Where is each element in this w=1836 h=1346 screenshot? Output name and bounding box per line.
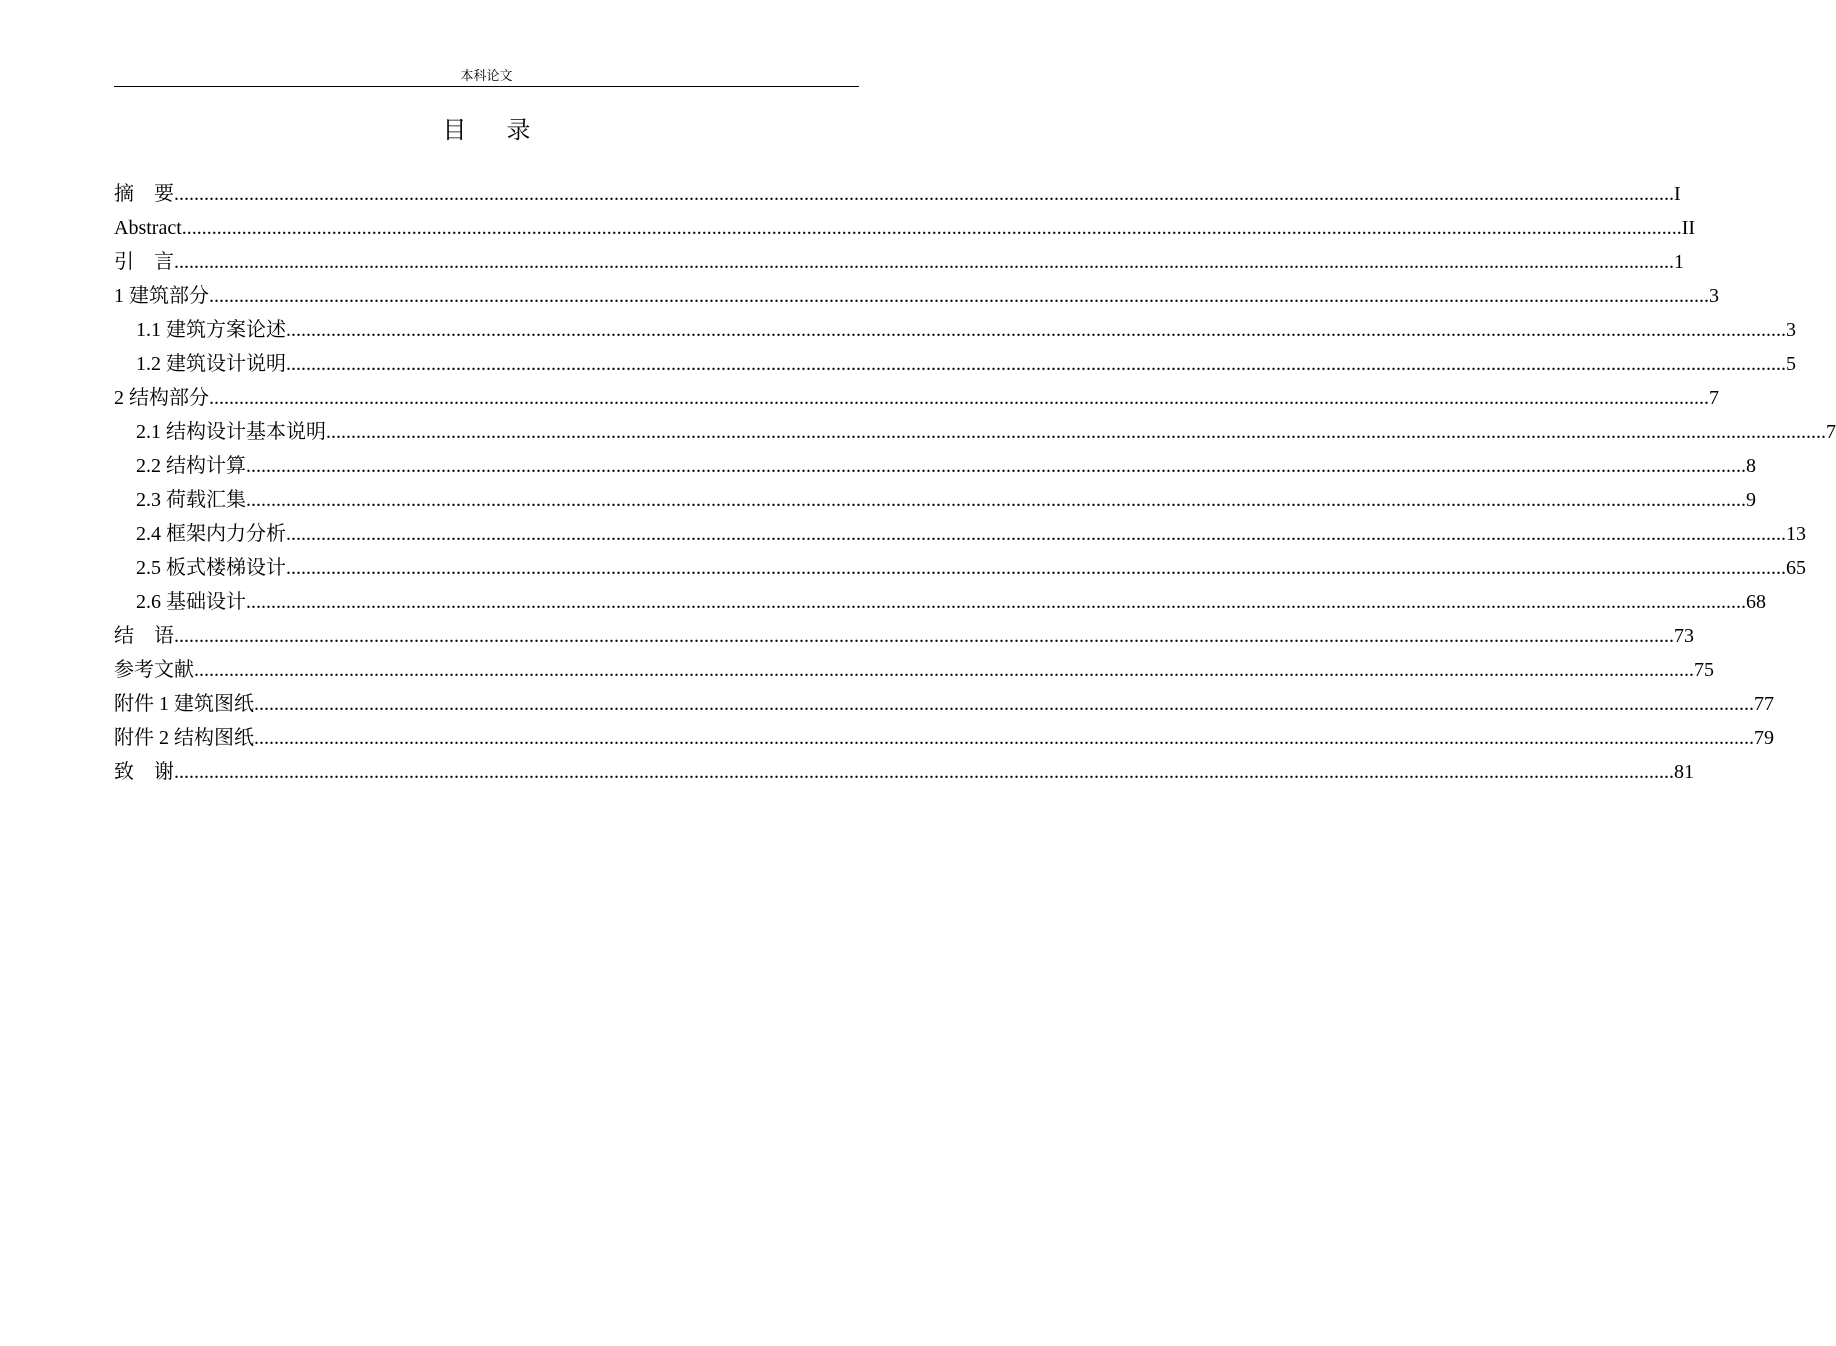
toc-entry-label: 1.1 建筑方案论述 — [136, 319, 286, 341]
toc-entry-page: 5 — [1786, 353, 1796, 375]
toc-entry-page: 65 — [1786, 557, 1806, 579]
toc-entry-page: II — [1681, 217, 1696, 239]
toc-entry-label: 2.4 框架内力分析 — [136, 523, 286, 545]
leader-dots: ............................................................................................................................................................................................................................................................................................................ — [194, 659, 1694, 681]
toc-entry-page: I — [1674, 183, 1681, 205]
toc-entry-1-1[interactable] — [136, 313, 1796, 347]
toc-entry-label: 2.3 荷载汇集 — [136, 489, 246, 511]
leader-dots: ............................................................................................................................................................................................................................................................................................................ — [174, 251, 1674, 273]
toc-entry-structure[interactable] — [114, 381, 1719, 415]
toc-entry-label: 摘 要 — [114, 183, 174, 205]
toc-entry-2-4[interactable] — [136, 517, 1806, 551]
toc-entry-page: 3 — [1786, 319, 1796, 341]
leader-dots: ............................................................................................................................................................................................................................................................................................................ — [326, 421, 1826, 443]
header-rule — [114, 86, 859, 87]
leader-dots: ............................................................................................................................................................................................................................................................................................................ — [286, 319, 1786, 341]
leader-dots: ............................................................................................................................................................................................................................................................................................................ — [174, 625, 1674, 647]
toc-entry-page: 7 — [1826, 421, 1836, 443]
toc-entry-page: 9 — [1746, 489, 1756, 511]
toc-entry-label: 1 建筑部分 — [114, 285, 209, 307]
toc-entry-page: 68 — [1746, 591, 1766, 613]
toc-entry-page: 1 — [1674, 251, 1684, 273]
toc-entry-label: 1.2 建筑设计说明 — [136, 353, 286, 375]
leader-dots: ............................................................................................................................................................................................................................................................................................................ — [246, 591, 1746, 613]
leader-dots: ............................................................................................................................................................................................................................................................................................................ — [286, 353, 1786, 375]
toc-entry-page: 8 — [1746, 455, 1756, 477]
page-title: 目录 — [442, 118, 571, 144]
toc-entry-label: 致 谢 — [114, 761, 174, 783]
toc-entry-label: 2 结构部分 — [114, 387, 209, 409]
toc-entry-2-2[interactable] — [136, 449, 1756, 483]
toc-entry-label: 2.6 基础设计 — [136, 591, 246, 613]
toc-entry-label: 2.1 结构设计基本说明 — [136, 421, 326, 443]
leader-dots: ............................................................................................................................................................................................................................................................................................................ — [174, 183, 1674, 205]
leader-dots: ............................................................................................................................................................................................................................................................................................................ — [181, 217, 1682, 239]
leader-dots: ............................................................................................................................................................................................................................................................................................................ — [246, 489, 1746, 511]
toc-entry-acknowledgements[interactable] — [114, 755, 1694, 789]
toc-entry-2-6[interactable] — [136, 585, 1766, 619]
toc-entry-label: 2.5 板式楼梯设计 — [136, 557, 286, 579]
leader-dots: ............................................................................................................................................................................................................................................................................................................ — [209, 387, 1709, 409]
toc-entry-appendix-2[interactable] — [114, 721, 1774, 755]
leader-dots: ............................................................................................................................................................................................................................................................................................................ — [286, 523, 1786, 545]
leader-dots: ............................................................................................................................................................................................................................................................................................................ — [254, 693, 1754, 715]
toc-entry-label: 引 言 — [114, 251, 174, 273]
toc-entry-references[interactable] — [114, 653, 1714, 687]
toc-entry-abstract-cn[interactable] — [114, 177, 1681, 211]
toc-entry-conclusion[interactable] — [114, 619, 1694, 653]
toc-entry-page: 79 — [1754, 727, 1774, 749]
toc-entry-2-5[interactable] — [136, 551, 1806, 585]
toc-entry-page: 81 — [1674, 761, 1694, 783]
leader-dots: ............................................................................................................................................................................................................................................................................................................ — [286, 557, 1786, 579]
toc-entry-page: 7 — [1709, 387, 1719, 409]
toc-entry-page: 3 — [1709, 285, 1719, 307]
leader-dots: ............................................................................................................................................................................................................................................................................................................ — [209, 285, 1709, 307]
page-header: 本科论文 — [460, 68, 513, 83]
toc-entry-introduction[interactable] — [114, 245, 1684, 279]
toc-entry-abstract-en[interactable] — [114, 211, 1696, 245]
toc-entry-page: 77 — [1754, 693, 1774, 715]
toc-entry-label: 参考文献 — [114, 659, 194, 681]
toc-entry-appendix-1[interactable] — [114, 687, 1774, 721]
toc-entry-page: 73 — [1674, 625, 1694, 647]
toc-entry-2-1[interactable] — [136, 415, 1836, 449]
toc-entry-label: 附件 2 结构图纸 — [114, 727, 254, 749]
toc-entry-label: 附件 1 建筑图纸 — [114, 693, 254, 715]
leader-dots: ............................................................................................................................................................................................................................................................................................................ — [254, 727, 1754, 749]
leader-dots: ............................................................................................................................................................................................................................................................................................................ — [174, 761, 1674, 783]
toc-entry-page: 13 — [1786, 523, 1806, 545]
toc-entry-label: 2.2 结构计算 — [136, 455, 246, 477]
toc-entry-2-3[interactable] — [136, 483, 1756, 517]
toc-entry-page: 75 — [1694, 659, 1714, 681]
toc-entry-1-2[interactable] — [136, 347, 1796, 381]
toc-entry-label: Abstract — [114, 217, 182, 239]
toc-entry-architecture[interactable] — [114, 279, 1719, 313]
toc-entry-label: 结 语 — [114, 625, 174, 647]
leader-dots: ............................................................................................................................................................................................................................................................................................................ — [246, 455, 1746, 477]
